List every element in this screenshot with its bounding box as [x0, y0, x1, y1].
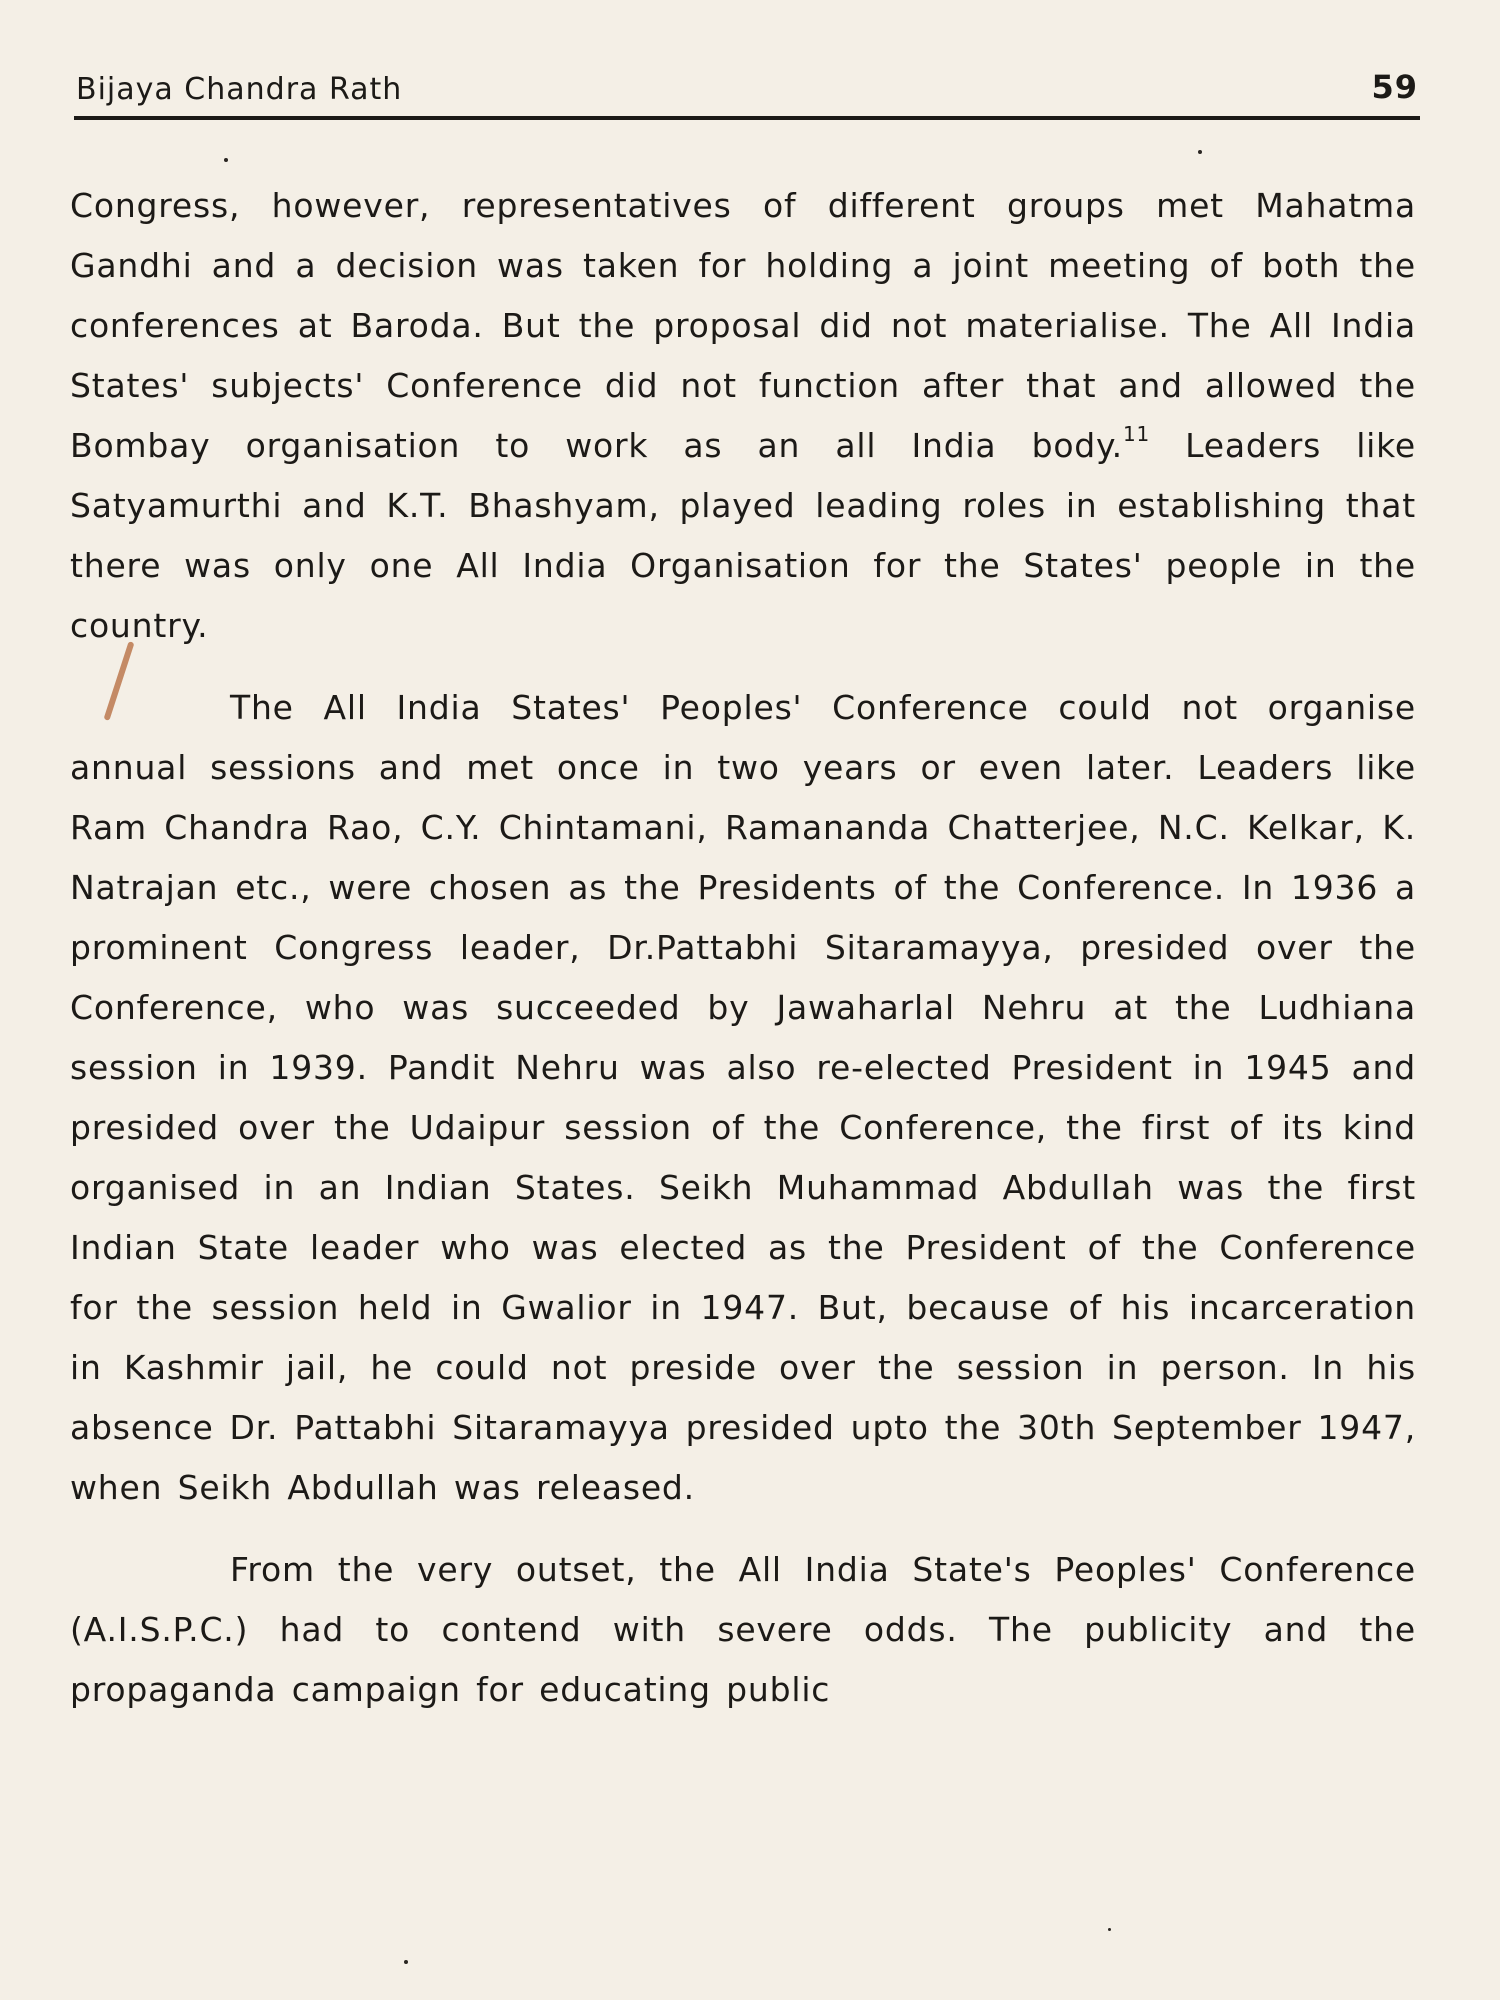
body-text: [70, 176, 1416, 1742]
paragraph-2: The All India States' Peoples' Conference could not organise annual sessions and met once in two years or even later. Leaders like Ram Chandra Rao, C.Y. Chintamani, Ramananda Chatterjee, N.C. Kelkar, K. Natrajan etc., were chosen as the Presidents of the Conference. In 1936 a prominent Congress leader, Dr.Pattabhi Sitaramayya, presided over the Conference, who was succeeded by Jawaharlal Nehru at the Ludhiana session in 1939. Pandit Nehru was also re-elected President in 1945 and presided over the Udaipur session of the Conference, the first of its kind organised in an Indian States. Seikh Muhammad Abdullah was the first Indian State leader who was elected as the President of the Conference for the session held in Gwalior in 1947. But, because of his incarceration in Kashmir jail, he could not preside over the session in person. In his absence Dr. Pattabhi Sitaramayya presided upto the 30th September 1947, when Seikh Abdullah was released.: [70, 688, 1416, 1507]
header-rule: [74, 116, 1420, 120]
print-speck: [224, 158, 228, 162]
print-speck: [1108, 1928, 1111, 1931]
paragraph-3: From the very outset, the All India State's Peoples' Conference (A.I.S.P.C.) had to contend with severe odds. The publicity and the propaganda campaign for educating public: [70, 1550, 1416, 1709]
running-head: [76, 68, 1418, 112]
print-speck: [1198, 150, 1202, 154]
page-number: 59: [1371, 68, 1418, 106]
paragraph-1-continued: Leaders like Satyamurthi and K.T. Bhashyam, played leading roles in establishing that there was only one All India Organisation for the States' people in the country.: [70, 426, 1416, 645]
footnote-marker: 11: [1122, 422, 1151, 446]
running-head-author: Bijaya Chandra Rath: [76, 72, 403, 107]
paragraph-1: [70, 176, 1416, 656]
paragraph-1-text: Congress, however, representatives of different groups met Mahatma Gandhi and a decision was taken for holding a joint meeting of both the conferences at Baroda. But the proposal did not materialise. The All India States' subjects' Conference did not function after that and allowed the Bombay organisation to work as an all India body.: [70, 186, 1416, 465]
print-speck: [404, 1960, 408, 1964]
